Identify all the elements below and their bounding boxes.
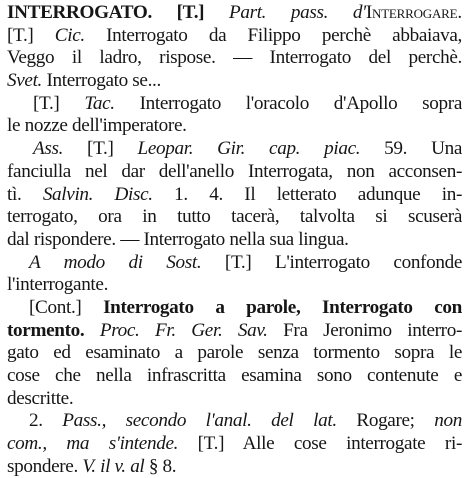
entry-text-segment: 1. 4. Il letterato adunque in- bbox=[152, 183, 462, 205]
entry-text-segment: Fra Jeronimo interro- bbox=[267, 319, 462, 341]
entry-text-segment: Interrogato se... bbox=[42, 70, 161, 92]
entry-text-segment: 2. bbox=[29, 410, 63, 432]
entry-line bbox=[7, 93, 462, 116]
entry-text-segment: Leopar. Gir. cap. piac. bbox=[137, 138, 361, 160]
entry-text-segment: Tac. bbox=[84, 92, 115, 114]
entry-line bbox=[7, 138, 462, 161]
entry-text-segment: § 8. bbox=[144, 455, 177, 477]
entry-text-segment: terrogato, ora in tutto tacerà, talvolta si scuserà bbox=[7, 206, 462, 228]
entry-text-segment: spondere. bbox=[7, 455, 83, 477]
entry-text-segment: [T.] L'interrogato confonde bbox=[201, 251, 462, 273]
entry-line bbox=[7, 433, 462, 456]
entry-text-segment: [T.] bbox=[7, 24, 55, 46]
entry-text-segment: Interrogato da Filippo perchè abbaiava, bbox=[84, 24, 462, 46]
entry-line bbox=[7, 252, 462, 275]
entry-text-segment: tormento. bbox=[7, 319, 85, 341]
entry-line bbox=[7, 342, 462, 365]
entry-line bbox=[7, 388, 462, 411]
entry-line bbox=[7, 70, 462, 93]
entry-text-segment: Pass., secondo l'anal. del lat. bbox=[62, 410, 337, 432]
entry-text-segment: V. il v. al bbox=[82, 455, 145, 477]
entry-line bbox=[7, 274, 462, 297]
entry-line bbox=[7, 229, 462, 252]
entry-line bbox=[7, 115, 462, 138]
entry-text-segment: Rogare; bbox=[336, 410, 435, 432]
entry-text-segment: le nozze dell'imperatore. bbox=[7, 115, 187, 137]
entry-line bbox=[7, 2, 462, 25]
entry-text-segment: A modo di Sost. bbox=[29, 251, 202, 273]
entry-text-segment: gato ed esaminato a parole senza tormento sopra le bbox=[7, 342, 462, 364]
entry-text-segment: Cic. bbox=[54, 24, 85, 46]
entry-line bbox=[7, 161, 462, 184]
entry-text-segment: fanciulla nel dar dell'anello Interrogata, non acconsen- bbox=[7, 160, 462, 182]
entry-text-segment: Part. pass. d' bbox=[228, 2, 366, 23]
entry-text-segment: descritte. bbox=[7, 387, 74, 409]
entry-line bbox=[7, 184, 462, 207]
entry-text-segment: [T.] bbox=[33, 92, 85, 114]
entry-line bbox=[7, 25, 462, 48]
entry-text-segment: tì. bbox=[7, 183, 43, 205]
entry-text-segment: Interrogare. bbox=[365, 2, 462, 23]
entry-text-segment: cose che nella infrascritta esamina sono contenute e bbox=[7, 365, 462, 386]
entry-text-segment: dal rispondere. — Interrogato nella sua lingua. bbox=[7, 228, 349, 250]
entry-text-segment: non bbox=[434, 410, 462, 432]
entry-line bbox=[7, 320, 462, 343]
entry-line bbox=[7, 297, 462, 320]
entry-text-segment: Svet. bbox=[7, 70, 43, 92]
entry-text-segment bbox=[84, 320, 100, 341]
entry-text-segment: [T.] Alle cose interrogate ri- bbox=[178, 433, 462, 455]
entry-text-segment: 59. Una bbox=[360, 138, 462, 160]
entry-text-segment: l'interrogante. bbox=[7, 274, 109, 296]
entry-text-segment: Interrogato a parole, Interrogato con bbox=[103, 296, 462, 318]
entry-text-segment: Veggo il ladro, rispose. — Interrogato del perchè. bbox=[7, 47, 462, 69]
entry-text-segment: Interrogato l'oracolo d'Apollo sopra bbox=[114, 92, 462, 114]
entry-text-segment: com., ma s'intende. bbox=[7, 433, 179, 455]
entry-text-segment: Salvin. Disc. bbox=[42, 183, 153, 205]
entry-text-segment: [Cont.] bbox=[29, 296, 104, 318]
entry-text-segment: INTERROGATO. [T.] bbox=[7, 2, 229, 23]
entry-line bbox=[7, 47, 462, 70]
entry-line bbox=[7, 206, 462, 229]
entry-text-segment: [T.] bbox=[63, 138, 138, 160]
entry-line bbox=[7, 365, 462, 388]
entry-line bbox=[7, 456, 462, 478]
entry-text-segment: Proc. Fr. Ger. Sav. bbox=[99, 319, 268, 341]
entry-text-segment: Ass. bbox=[33, 138, 64, 160]
entry-line bbox=[7, 410, 462, 433]
